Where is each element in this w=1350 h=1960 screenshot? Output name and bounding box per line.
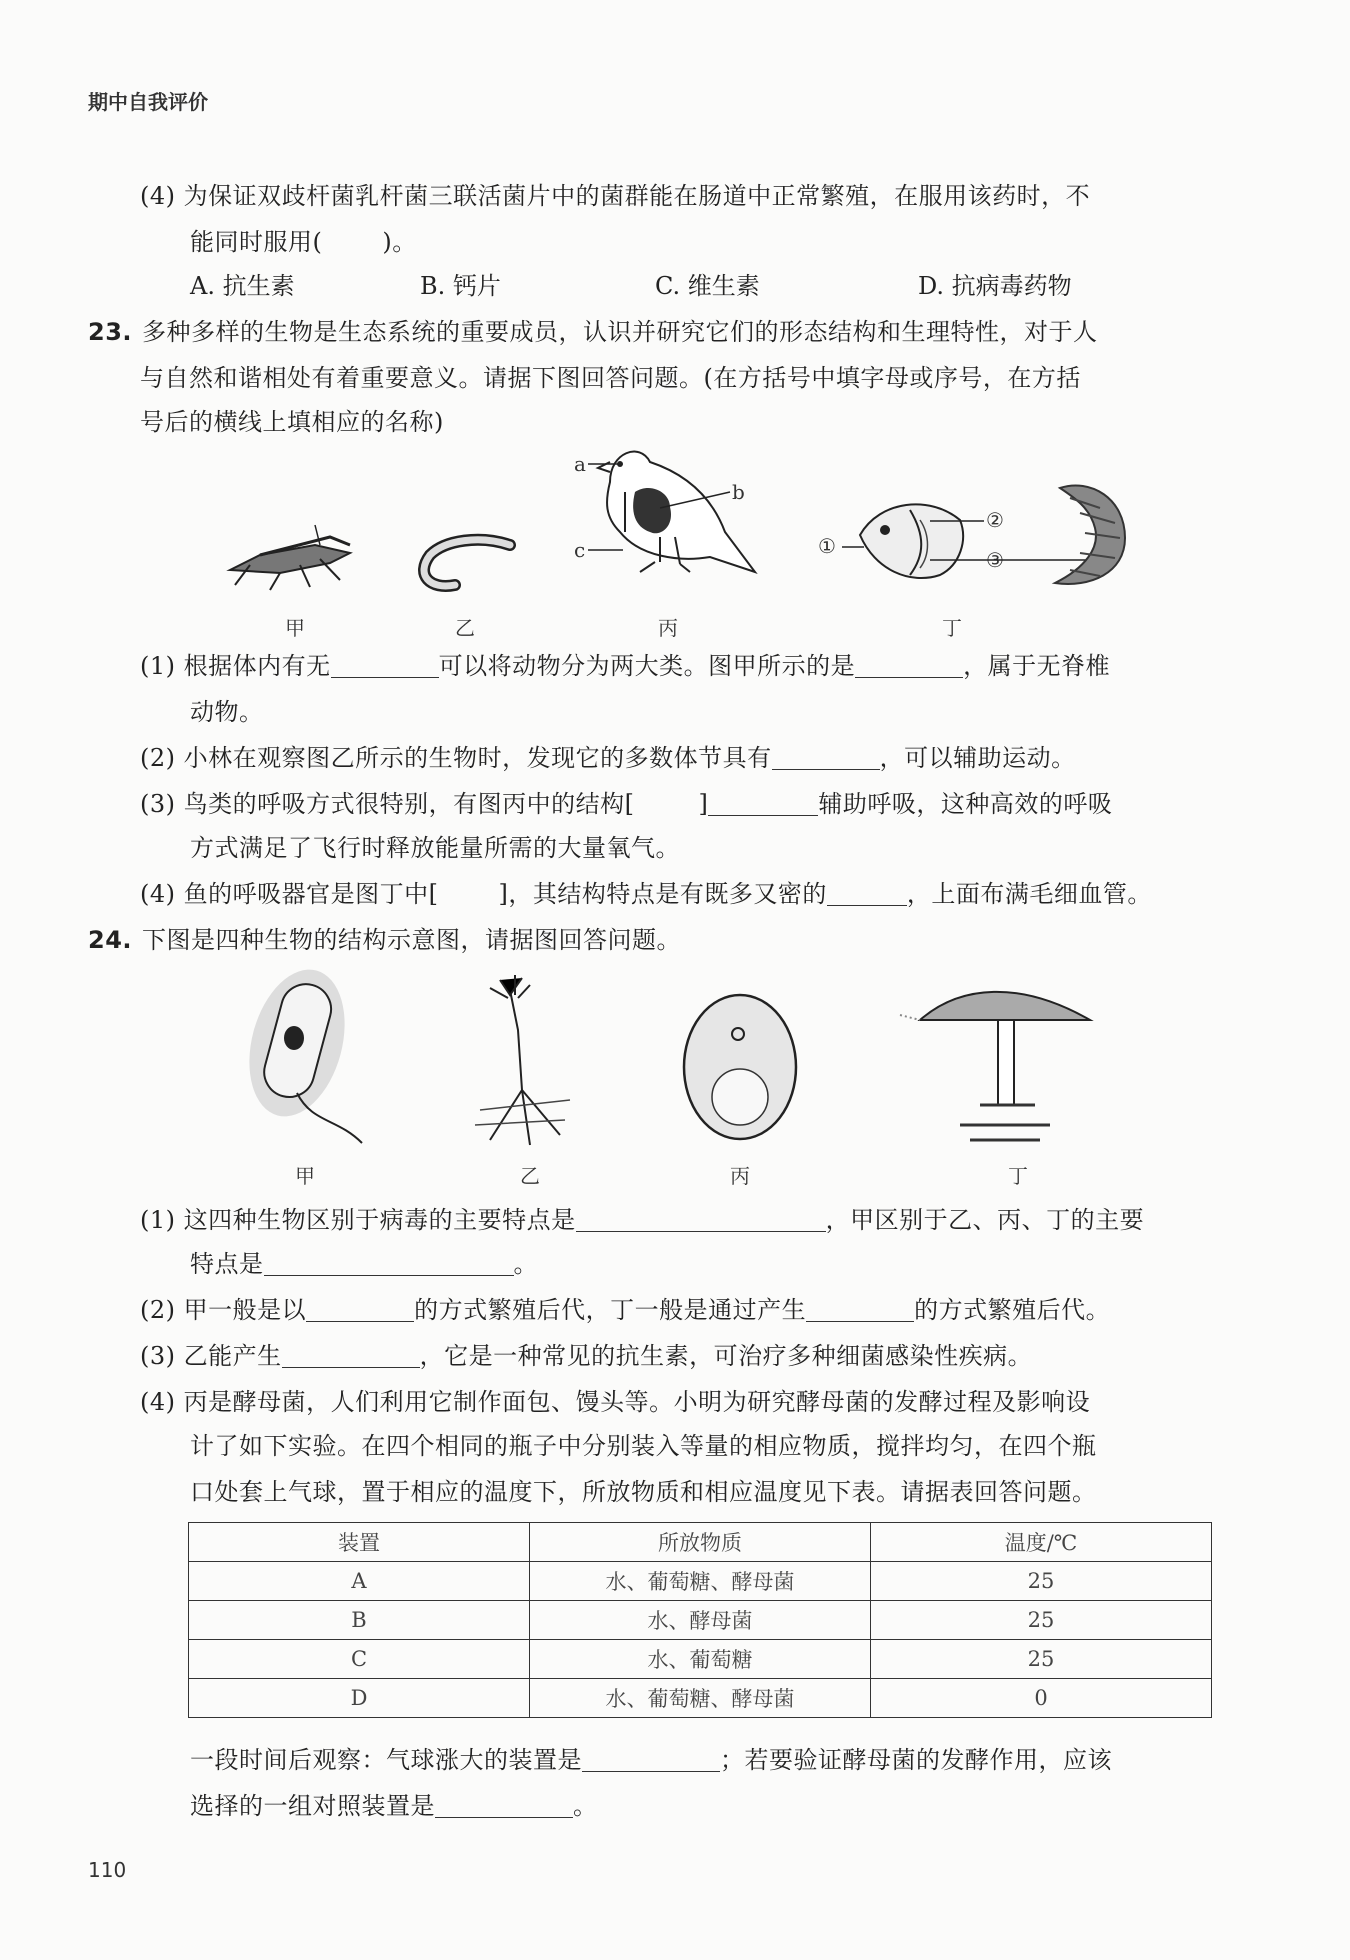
label-1-line <box>842 545 872 549</box>
experiment-table <box>188 1522 1212 1718</box>
option-d: D. 抗病毒药物 <box>918 272 1072 300</box>
cell-temperature: 0 <box>871 1679 1212 1718</box>
yeast-figure <box>680 992 800 1142</box>
fish-figure <box>850 480 970 590</box>
cell-temperature: 25 <box>871 1601 1212 1640</box>
q24-3: (3) 乙能产生 ，它是一种常见的抗生素，可治疗多种细菌感染性疾病。 <box>140 1342 1033 1370</box>
q22-4-line2: 能同时服用( )。 <box>190 228 417 256</box>
page-header: 期中自我评价 <box>88 90 208 114</box>
earthworm-figure <box>410 535 520 595</box>
caption-bing-2: 丙 <box>730 1164 750 1188</box>
q24-4-line2: 计了如下实验。在四个相同的瓶子中分别装入等量的相应物质，搅拌均匀，在四个瓶 <box>190 1432 1097 1460</box>
q23-1: (1) 根据体内有无 可以将动物分为两大类。图甲所示的是 ，属于无脊椎 <box>140 652 1111 680</box>
q24-4-question1: 一段时间后观察：气球涨大的装置是 ；若要验证酵母菌的发酵作用，应该 <box>190 1746 1112 1774</box>
q24-1: (1) 这四种生物区别于病毒的主要特点是 ，甲区别于乙、丙、丁的主要 <box>140 1206 1145 1234</box>
q24-4-line1: (4) 丙是酵母菌，人们利用它制作面包、馒头等。小明为研究酵母菌的发酵过程及影响设 <box>140 1388 1091 1416</box>
label-a-line <box>588 462 628 466</box>
mushroom-figure <box>900 975 1100 1150</box>
caption-ding-2: 丁 <box>1008 1164 1028 1188</box>
cell-temperature: 25 <box>871 1640 1212 1679</box>
cell-device: D <box>189 1679 530 1718</box>
label-2: ② <box>986 508 1004 532</box>
q24-4-line3: 口处套上气球，置于相应的温度下，所放物质和相应温度见下表。请据表回答问题。 <box>190 1478 1097 1506</box>
label-b-line <box>660 488 732 518</box>
label-b: b <box>732 480 745 504</box>
caption-jia: 甲 <box>285 616 305 640</box>
q24-1-cont: 特点是 。 <box>190 1250 538 1278</box>
label-c-line <box>588 548 628 552</box>
cell-substance: 水、酵母菌 <box>530 1601 871 1640</box>
label-a: a <box>574 452 586 476</box>
q24-4-question2: 选择的一组对照装置是 。 <box>190 1792 598 1820</box>
option-a: A. 抗生素 <box>190 272 295 300</box>
q23-2: (2) 小林在观察图乙所示的生物时，发现它的多数体节具有 ，可以辅助运动。 <box>140 744 1076 772</box>
bacterium-figure <box>242 968 372 1148</box>
q24-2: (2) 甲一般是以 的方式繁殖后代，丁一般是通过产生 的方式繁殖后代。 <box>140 1296 1111 1324</box>
cell-device: B <box>189 1601 530 1640</box>
table-row <box>189 1679 1212 1718</box>
q23-intro2: 与自然和谐相处有着重要意义。请据下图回答问题。(在方括号中填字母或序号，在方括 <box>140 364 1081 392</box>
header-substance: 所放物质 <box>530 1523 871 1562</box>
table-row <box>189 1562 1212 1601</box>
cell-substance: 水、葡萄糖、酵母菌 <box>530 1562 871 1601</box>
q23-intro1: 23. 多种多样的生物是生态系统的重要成员，认识并研究它们的形态结构和生理特性，对于人 <box>88 318 1098 346</box>
cell-device: A <box>189 1562 530 1601</box>
table-row <box>189 1640 1212 1679</box>
caption-jia-2: 甲 <box>295 1164 315 1188</box>
q23-intro3: 号后的横线上填相应的名称) <box>140 408 444 436</box>
gill-figure <box>1030 478 1130 593</box>
q22-4-line1: (4) 为保证双歧杆菌乳杆菌三联活菌片中的菌群能在肠道中正常繁殖，在服用该药时，不 <box>140 182 1091 210</box>
table-header-row <box>189 1523 1212 1562</box>
q23-3-cont: 方式满足了飞行时释放能量所需的大量氧气。 <box>190 834 680 862</box>
cell-temperature: 25 <box>871 1562 1212 1601</box>
caption-bing: 丙 <box>658 616 678 640</box>
label-1: ① <box>818 534 836 558</box>
cell-substance: 水、葡萄糖、酵母菌 <box>530 1679 871 1718</box>
grasshopper-figure <box>220 515 360 595</box>
label-3: ③ <box>986 548 1004 572</box>
cell-substance: 水、葡萄糖 <box>530 1640 871 1679</box>
caption-yi-2: 乙 <box>520 1164 540 1188</box>
q23-1-cont: 动物。 <box>190 698 264 726</box>
penicillium-figure <box>470 970 580 1145</box>
option-b: B. 钙片 <box>420 272 501 300</box>
label-2-line <box>930 519 986 523</box>
option-c: C. 维生素 <box>655 272 760 300</box>
q23-4: (4) 鱼的呼吸器官是图丁中[ ]，其结构特点是有既多又密的 ，上面布满毛细血管。 <box>140 880 1152 908</box>
caption-yi: 乙 <box>455 616 475 640</box>
cell-device: C <box>189 1640 530 1679</box>
caption-ding: 丁 <box>942 616 962 640</box>
q24-intro: 24. 下图是四种生物的结构示意图，请据图回答问题。 <box>88 926 682 954</box>
q23-3: (3) 鸟类的呼吸方式很特别，有图丙中的结构[ ] 辅助呼吸，这种高效的呼吸 <box>140 790 1113 818</box>
label-c: c <box>574 538 586 562</box>
page-number: 110 <box>88 1858 127 1882</box>
header-device: 装置 <box>189 1523 530 1562</box>
table-row <box>189 1601 1212 1640</box>
header-temperature: 温度/℃ <box>871 1523 1212 1562</box>
